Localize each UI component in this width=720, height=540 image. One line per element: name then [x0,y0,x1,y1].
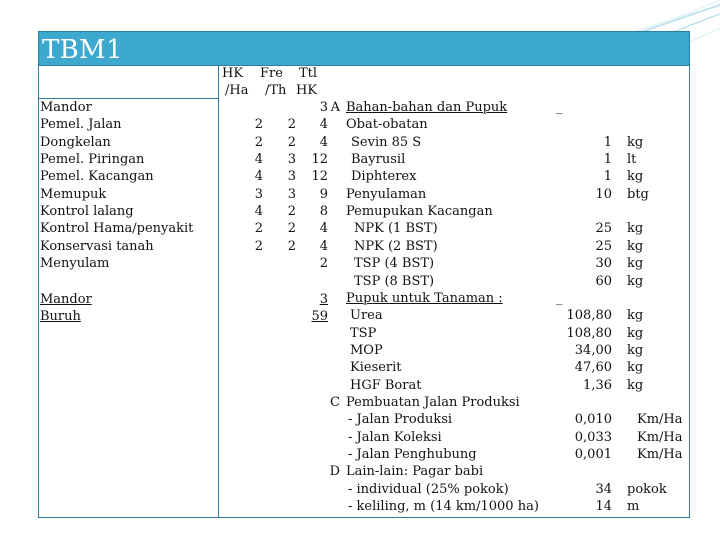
material-mark: D [329,464,340,480]
material-qty: 108,80 [566,308,612,324]
labor-name: Mandor [40,100,92,115]
material-item: Kieserit [350,360,402,376]
labor-hk: 3 [254,186,263,202]
labor-name: Pemel. Jalan [40,117,122,133]
decorative-mark: _ [556,291,563,306]
material-qty: 0,033 [574,429,612,445]
labor-ttl: 8 [319,204,328,220]
labor-fre: 2 [287,117,296,133]
labor-fre: 2 [287,204,296,220]
material-item: NPK (2 BST) [354,238,438,254]
material-qty: 30 [595,256,612,272]
material-unit: pokok [627,481,667,497]
labor-hk: 2 [254,134,263,150]
material-item: - Jalan Penghubung [348,447,477,462]
labor-ttl: 3 [319,100,328,115]
material-qty: 1 [603,169,612,185]
material-item: NPK (1 BST) [354,221,438,237]
material-item: - Jalan Koleksi [348,429,442,445]
material-unit: lt [627,152,637,168]
labor-name: Menyulam [40,256,110,272]
material-unit: Km/Ha [637,429,683,445]
labor-fre: 2 [287,134,296,150]
labor-name: Kontrol Hama/penyakit [40,221,194,237]
labor-hk: 2 [254,238,263,254]
title-bar [38,31,690,66]
labor-name: Pemel. Kacangan [40,169,154,185]
labor-hk: 4 [254,204,263,220]
material-item: HGF Borat [350,377,422,393]
summary-ttl: 59 [311,309,328,325]
material-unit: kg [627,169,644,185]
material-item: TSP (8 BST) [354,273,435,289]
material-item: Pupuk untuk Tanaman : [346,290,503,306]
material-qty: 14 [595,499,612,515]
material-qty: 25 [595,238,612,254]
labor-name: Kontrol lalang [40,204,134,220]
material-unit: m [627,499,640,515]
material-unit: kg [627,221,644,237]
decorative-mark: _ [556,100,563,115]
material-item: Pemupukan Kacangan [346,204,493,220]
labor-ttl: 12 [311,152,328,168]
column-divider [218,66,219,518]
labor-hk: 4 [254,169,263,185]
labor-hk: 2 [254,221,263,237]
labor-ttl: 12 [311,169,328,185]
material-item: - Jalan Produksi [348,412,453,428]
material-qty: 1,36 [583,377,612,393]
labor-name: Dongkelan [40,134,111,150]
labor-ttl: 2 [319,256,328,272]
material-unit: kg [627,360,644,376]
material-qty: 34,00 [574,342,612,358]
material-item: - keliling, m (14 km/1000 ha) [348,499,539,515]
material-qty: 25 [595,221,612,237]
material-qty: 47,60 [574,360,612,376]
labor-ttl: 4 [319,134,328,150]
material-mark: A [330,100,340,115]
material-unit: kg [627,377,644,393]
material-unit: kg [627,342,644,358]
material-item: Penyulaman [346,186,427,202]
material-item: Bayrusil [351,152,406,168]
material-unit: Km/Ha [637,412,683,428]
labor-hk: 2 [254,117,263,133]
material-unit: kg [627,308,644,324]
labor-fre: 2 [287,238,296,254]
material-unit: kg [627,134,644,150]
labor-ttl: 4 [319,221,328,237]
header-ha: /Ha [225,83,249,98]
material-item: Pembuatan Jalan Produksi [346,394,520,410]
labor-fre: 3 [287,186,296,202]
header-fre: Fre [260,66,283,81]
material-item: Sevin 85 S [351,134,422,150]
summary-name: Mandor [40,292,92,307]
labor-ttl: 9 [319,186,328,202]
labor-name: Pemel. Piringan [40,152,145,168]
material-item: Obat-obatan [346,117,428,133]
material-item: TSP (4 BST) [354,256,435,272]
labor-fre: 3 [287,152,296,168]
material-item: Bahan-bahan dan Pupuk [346,100,508,115]
material-item: Urea [350,308,383,324]
material-unit: kg [627,238,644,254]
labor-name: Konservasi tanah [40,238,154,254]
material-item: Diphterex [351,169,417,185]
material-unit: kg [627,325,644,341]
material-unit: kg [627,273,644,289]
material-qty: 34 [595,481,612,497]
material-qty: 1 [603,152,612,168]
material-item: MOP [350,342,383,358]
labor-fre: 2 [287,221,296,237]
labor-fre: 3 [287,169,296,185]
material-unit: Km/Ha [637,447,683,462]
material-qty: 1 [603,134,612,150]
summary-ttl: 3 [319,292,328,307]
material-item: TSP [350,325,377,341]
material-qty: 0,001 [574,447,612,462]
header-hk: HK [222,66,244,81]
summary-name: Buruh [40,309,81,325]
slide-title: TBM1 [42,35,123,65]
material-unit: btg [627,186,649,202]
labor-name: Memupuk [40,186,107,202]
header-hk2: HK [296,83,318,98]
material-mark: C [330,394,340,410]
material-qty: 60 [595,273,612,289]
material-item: Lain-lain: Pagar babi [346,464,484,480]
labor-ttl: 4 [319,117,328,133]
material-item: - individual (25% pokok) [348,481,509,497]
header-th: /Th [265,83,287,98]
header-ttl: Ttl [299,66,318,81]
material-unit: kg [627,256,644,272]
material-qty: 0,010 [574,412,612,428]
material-qty: 108,80 [566,325,612,341]
material-qty: 10 [595,186,612,202]
labor-hk: 4 [254,152,263,168]
labor-ttl: 4 [319,238,328,254]
